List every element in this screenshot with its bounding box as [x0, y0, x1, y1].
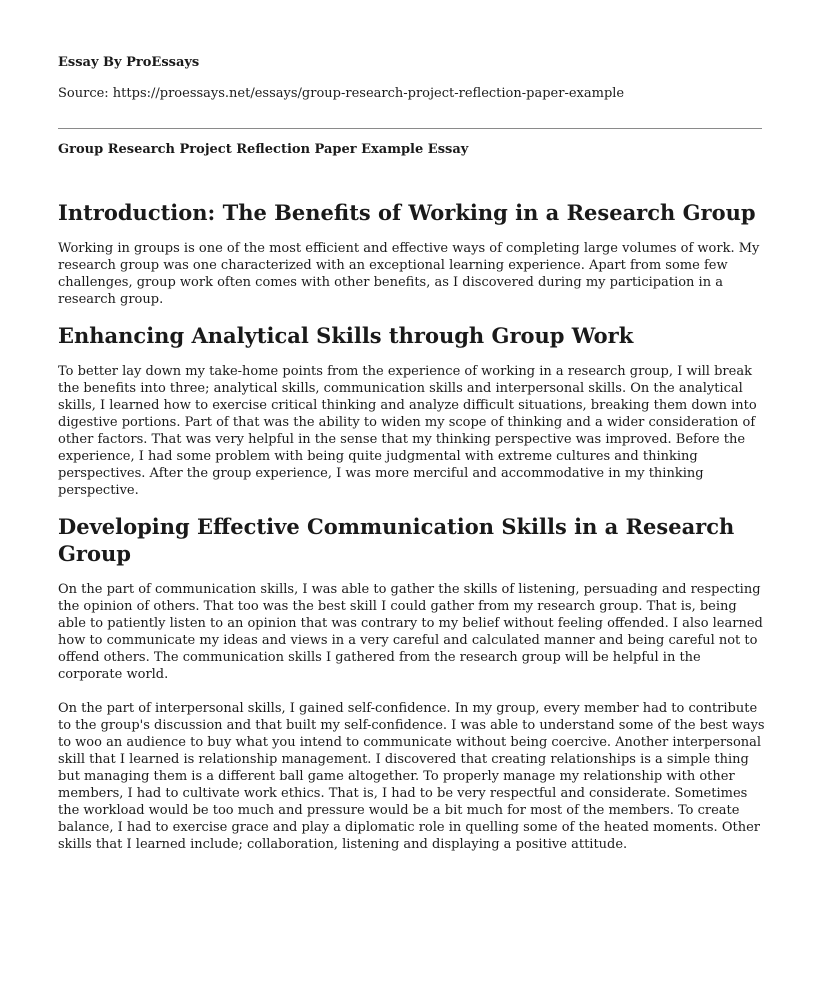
section-heading-introduction: Introduction: The Benefits of Working in a Research Group: [58, 200, 756, 225]
paragraph-analytical-skills: To better lay down my take-home points from the experience of working in a research group, I will break the benefits into three; analytical skills, communication skills and interpersonal skills. On the analytical skills, I learned how to exercise critical thinking and analyze difficult situations, breaking them down into digestive portions. Part of that was the ability to widen my scope of thinking and a wider consideration of other factors. That was very helpful in the sense that my thinking perspective was improved. Before the experience, I had some problem with being quite judgmental with extreme cultures and thinking perspectives. After the group experience, I was more merciful and accommodative in my thinking perspective.: [58, 364, 757, 498]
paragraph-introduction: Working in groups is one of the most efficient and effective ways of completing large volumes of work. My research group was one characterized with an exceptional learning experience. Apart from some few challenges, group work often comes with other benefits, as I discovered during my participation in a research group.: [58, 241, 760, 307]
source-url: Source: https://proessays.net/essays/group-research-project-reflection-paper-example: [58, 86, 625, 101]
paragraph-communication-skills: On the part of communication skills, I was able to gather the skills of listening, persuading and respecting the opinion of others. That too was the best skill I could gather from my research group. That is, being able to patiently listen to an opinion that was contrary to my belief without feeling offended. I also learned how to communicate my ideas and views in a very careful and calculated manner and being careful not to offend others. The communication skills I gathered from the research group will be helpful in the corporate world.: [58, 582, 763, 682]
paragraph-interpersonal-skills: On the part of interpersonal skills, I gained self-confidence. In my group, every member had to contribute to the group's discussion and that built my self-confidence. I was able to understand some of the best ways to woo an audience to buy what you intend to communicate without being coercive. Another interpersonal skill that I learned is relationship management. I discovered that creating relationships is a simple thing but managing them is a different ball game altogether. To properly manage my relationship with other members, I had to cultivate work ethics. That is, I had to be very respectful and considerate. Sometimes the workload would be too much and pressure would be a bit much for most of the members. To create balance, I had to exercise grace and play a diplomatic role in quelling some of the heated moments. Other skills that I learned include; collaboration, listening and displaying a positive attitude.: [58, 701, 765, 852]
section-heading-analytical-skills: Enhancing Analytical Skills through Group Work: [58, 323, 634, 348]
document-title: Group Research Project Reflection Paper Example Essay: [58, 142, 469, 157]
publisher-label: Essay By ProEssays: [58, 55, 200, 70]
header-divider: [58, 128, 762, 129]
essay-body: [58, 199, 766, 853]
section-heading-communication-skills: Developing Effective Communication Skills in a Research Group: [58, 514, 735, 566]
